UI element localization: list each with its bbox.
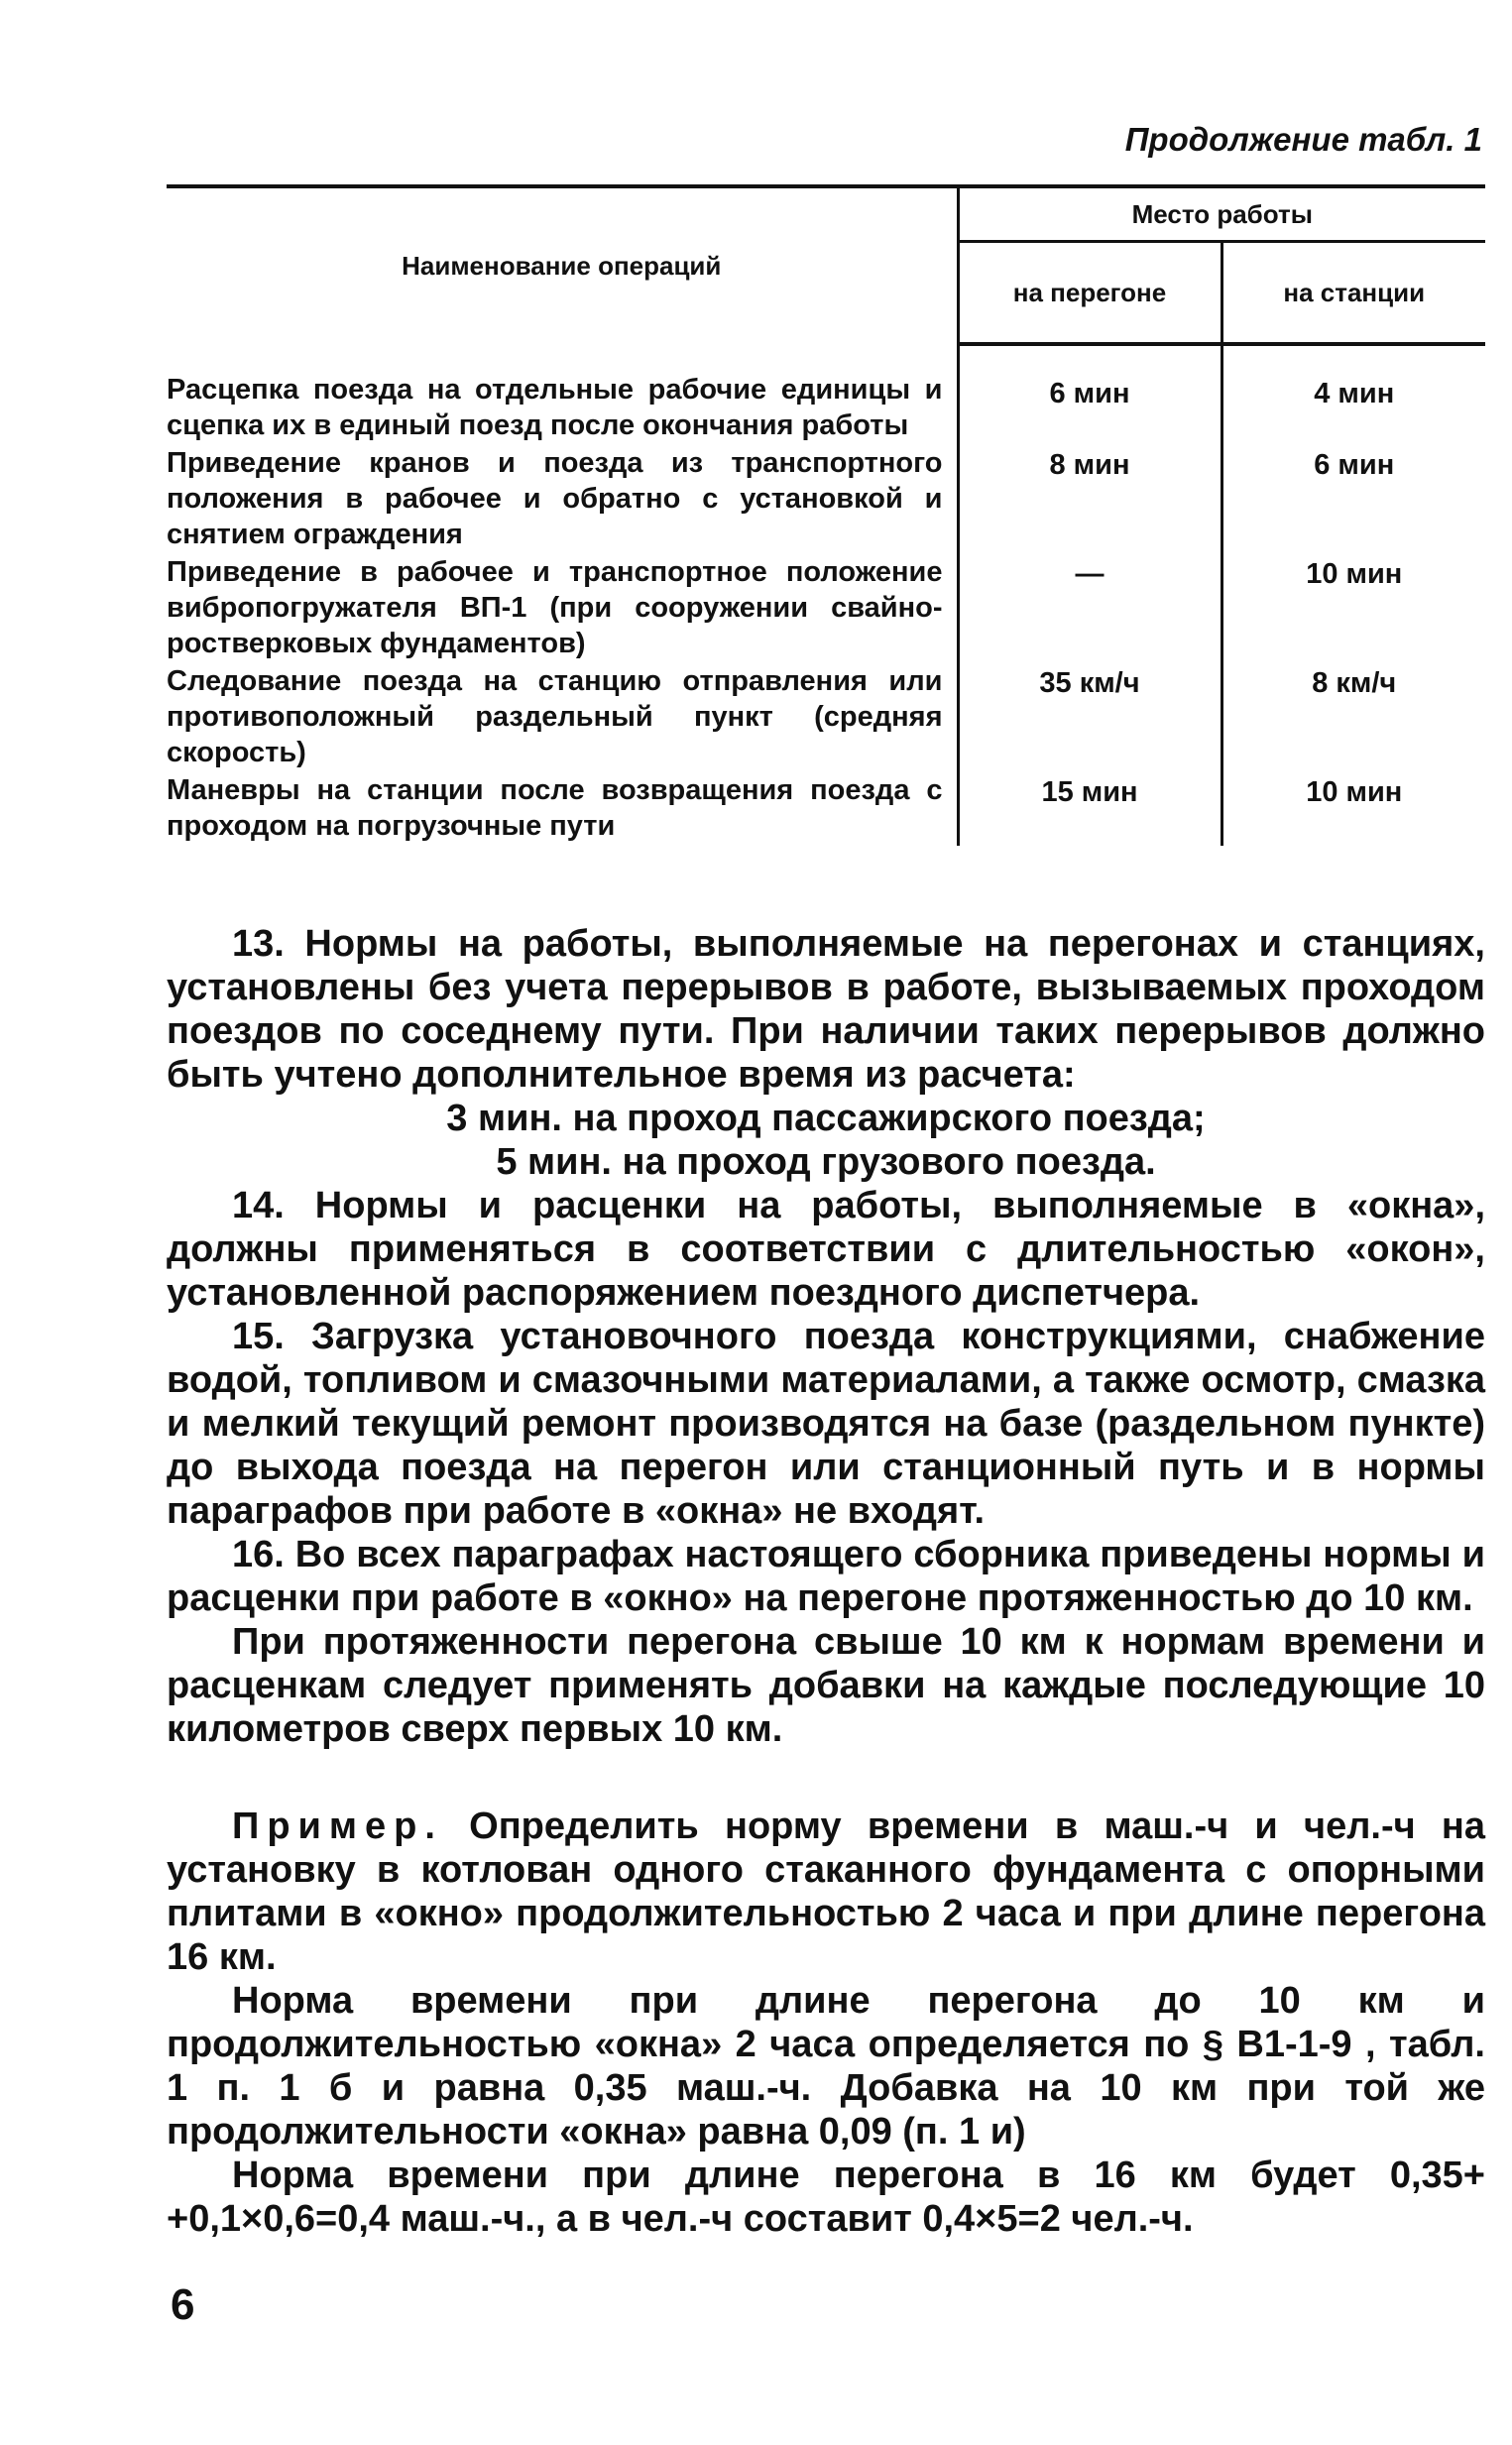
norm-paragraph-1: Норма времени при длине перегона до 10 км и продолжительностью «окна» 2 часа определяется по § В1-1-9 , табл. 1 п. 1 б и равна 0,35 маш.-ч. Добавка на 10 км при той же продолжительности «окна» равна 0,09 (п. 1 и) [167, 1980, 1485, 2153]
operations-table [167, 184, 1485, 846]
station-cell: 8 км/ч [1312, 667, 1397, 699]
paragraph-16: 16. Во всех параграфах настоящего сборника приведены нормы и расценки при работе в «окно» на перегоне протяженностью до 10 км. [167, 1534, 1485, 1619]
table-row [167, 344, 1485, 445]
header-haul: на перегоне [958, 242, 1221, 345]
paragraph-16-extra: При протяженности перегона свыше 10 км к нормам времени и расценкам следует применять добавки на каждые последующие 10 километров сверх первых 10 км. [167, 1621, 1485, 1750]
header-operation: Наименование операций [167, 186, 958, 344]
operation-cell: Приведение кранов и поезда из транспортного положения в рабочее и обратно с установкой и снятием ограждения [167, 445, 958, 554]
haul-cell: 35 км/ч [958, 663, 1221, 772]
station-cell: 10 мин [1306, 776, 1403, 808]
header-place: Место работы [958, 186, 1485, 242]
table-row [167, 663, 1485, 772]
body-text [167, 922, 1485, 2241]
operation-cell: Маневры на станции после возвращения поезда с проходом на погрузочные пути [167, 772, 958, 846]
paragraph-13-freight: 5 мин. на проход грузового поезда. [496, 1141, 1156, 1183]
operation-cell: Расцепка поезда на отдельные рабочие единицы и сцепка их в единый поезд после окончания работы [167, 344, 958, 445]
paragraph-13: 13. Нормы на работы, выполняемые на перегонах и станциях, установлены без учета перерывов в работе, вызываемых проходом поездов по соседнему пути. При наличии таких перерывов должно быть учтено дополнительное время из расчета: [167, 923, 1485, 1096]
example-label: Пример. [232, 1805, 443, 1847]
paragraph-15: 15. Загрузка установочного поезда конструкциями, снабжение водой, топливом и смазочными материалами, а также осмотр, смазка и мелкий текущий ремонт производятся на базе (раздельном пункте) до выхода поезда на перегон или станционный путь и в нормы параграфов при работе в «окна» не входят. [167, 1316, 1485, 1532]
example-text: Определить норму времени в маш.-ч и чел.-ч на установку в котлован одного стаканного фундамента с опорными плитами в «окно» продолжительностью 2 часа и при длине перегона 16 км. [167, 1805, 1485, 1978]
norm-paragraph-2: Норма времени при длине перегона в 16 км будет 0,35+ +0,1×0,6=0,4 маш.-ч., а в чел.-ч составит 0,4×5=2 чел.-ч. [167, 2154, 1485, 2240]
table-row [167, 772, 1485, 846]
haul-cell: 6 мин [958, 344, 1221, 445]
operation-cell: Приведение в рабочее и транспортное положение вибропогружателя ВП-1 (при сооружении свайно-ростверковых фундаментов) [167, 554, 958, 663]
header-station: на станции [1221, 242, 1485, 345]
haul-cell: 8 мин [958, 445, 1221, 554]
haul-cell: — [958, 554, 1221, 663]
table-row [167, 554, 1485, 663]
example-paragraph [167, 1805, 1485, 1979]
table-continuation-label: Продолжение табл. 1 [1124, 121, 1482, 158]
table-row [167, 445, 1485, 554]
paragraph-14: 14. Нормы и расценки на работы, выполняемые в «окна», должны применяться в соответствии с длительностью «окон», установленной распоряжением поездного диспетчера. [167, 1185, 1485, 1314]
station-cell: 4 мин [1314, 378, 1395, 409]
page-number: 6 [171, 2280, 195, 2329]
haul-cell: 15 мин [958, 772, 1221, 846]
station-cell: 10 мин [1306, 558, 1403, 590]
station-cell: 6 мин [1314, 449, 1395, 481]
operation-cell: Следование поезда на станцию отправления или противоположный раздельный пункт (средняя скорость) [167, 663, 958, 772]
paragraph-13-passenger: 3 мин. на проход пассажирского поезда; [446, 1098, 1206, 1139]
